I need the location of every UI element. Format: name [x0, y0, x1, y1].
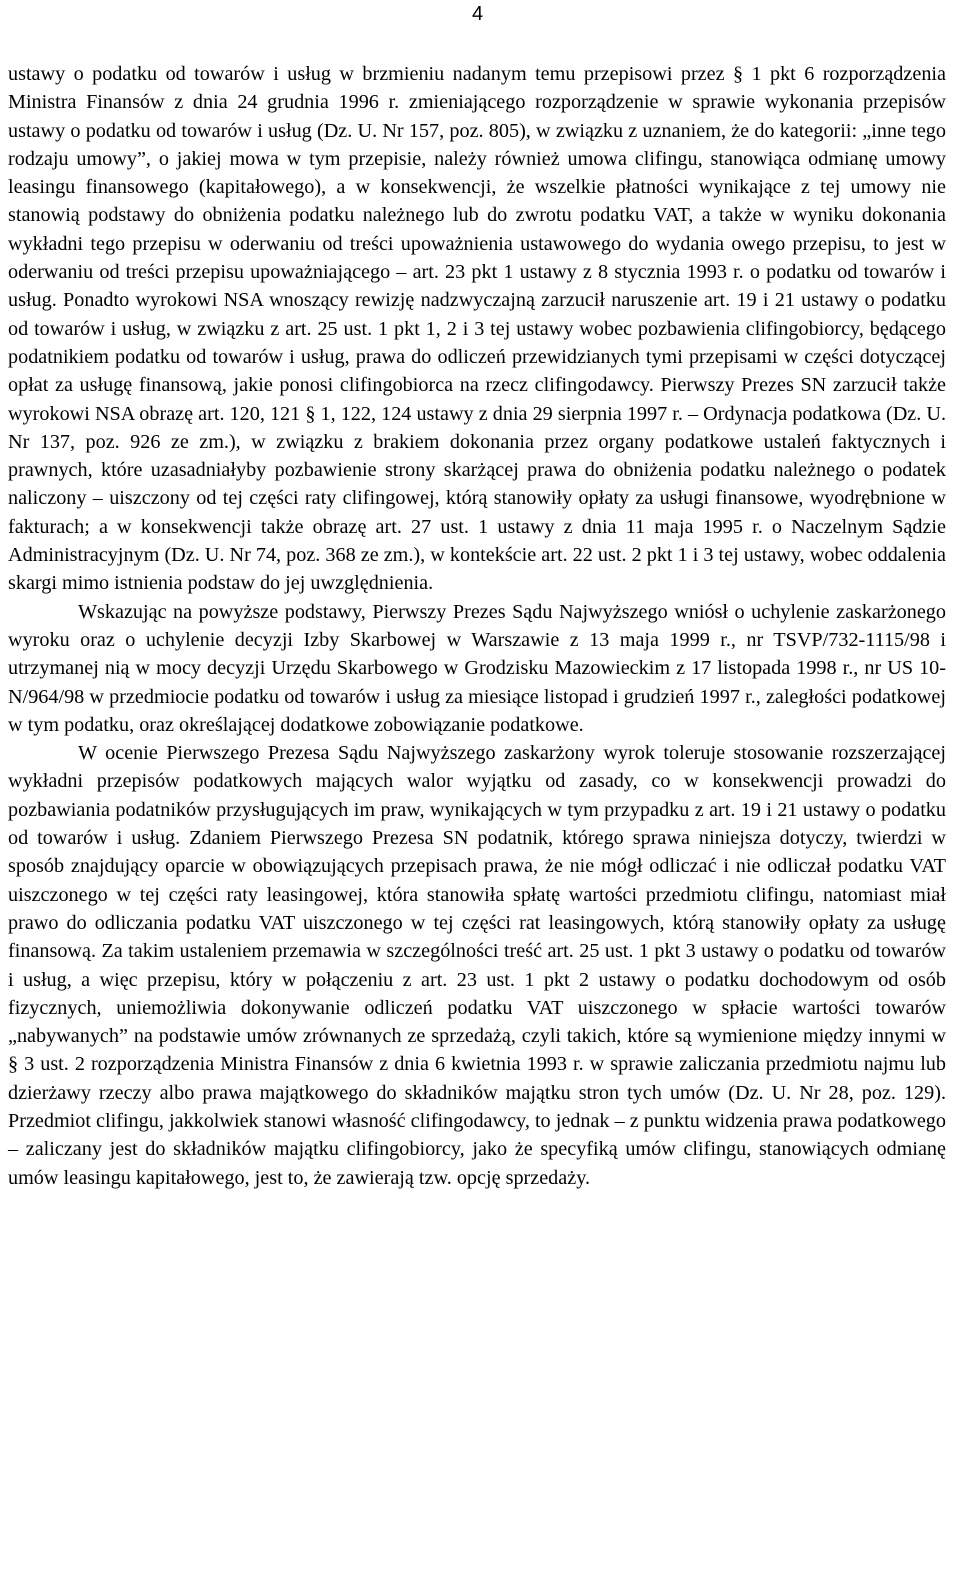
page-number: 4: [472, 3, 484, 25]
paragraph: Wskazując na powyższe podstawy, Pierwszy Prezes Sądu Najwyższego wniósł o uchylenie zaskarżonego wyroku oraz o uchylenie decyzji Izby Skarbowej w Warszawie z 13 maja 1999 r., nr TSVP/732-1115/98 i utrzymanej nią w mocy decyzji Urzędu Skarbowego w Grodzisku Mazowieckim z 17 listopada 1998 r., nr US 10-N/964/98 w przedmiocie podatku od towarów i usług za miesiące listopad i grudzień 1997 r., zaległości podatkowej w tym podatku, oraz określającej dodatkowe zobowiązanie podatkowe.: [8, 600, 946, 736]
document-body: [8, 60, 946, 1192]
paragraph: ustawy o podatku od towarów i usług w brzmieniu nadanym temu przepisowi przez § 1 pkt 6 rozporządzenia Ministra Finansów z dnia 24 grudnia 1996 r. zmieniającego rozporządzenie w sprawie wykonania przepisów ustawy o podatku od towarów i usług (Dz. U. Nr 157, poz. 805), w związku z uznaniem, że do kategorii: „inne tego rodzaju umowy”, o jakiej mowa w tym przepisie, należy również umowa clifingu, stanowiąca odmianę umowy leasingu finansowego (kapitałowego), a w konsekwencji, że wszelkie płatności wynikające z tej umowy nie stanowią podstawy do obniżenia podatku należnego lub do zwrotu podatku VAT, a także w wyniku dokonania wykładni tego przepisu w oderwaniu od treści upoważnienia ustawowego do wydania owego przepisu, to jest w oderwaniu od treści przepisu upoważniającego – art. 23 pkt 1 ustawy z 8 stycznia 1993 r. o podatku od towarów i usług. Ponadto wyrokowi NSA wnoszący rewizję nadzwyczajną zarzucił naruszenie art. 19 i 21 ustawy o podatku od towarów i usług, w związku z art. 25 ust. 1 pkt 1, 2 i 3 tej ustawy wobec pozbawienia clifingobiorcy, będącego podatnikiem podatku od towarów i usług, prawa do odliczeń przewidzianych tymi przepisami w części dotyczącej opłat za usługę finansową, jakie ponosi clifingobiorca na rzecz clifingodawcy. Pierwszy Prezes SN zarzucił także wyrokowi NSA obrazę art. 120, 121 § 1, 122, 124 ustawy z dnia 29 sierpnia 1997 r. – Ordynacja podatkowa (Dz. U. Nr 137, poz. 926 ze zm.), w związku z brakiem dokonania przez organy podatkowe ustaleń faktycznych i prawnych, które uzasadniałyby pozbawienie strony skarżącej prawa do obniżenia podatku należnego o podatek naliczony – uiszczony od tej części raty clifingowej, którą stanowiły opłaty za usługi finansowe, wyodrębnione w fakturach; a w konsekwencji także obrazę art. 27 ust. 1 ustawy z dnia 11 maja 1995 r. o Naczelnym Sądzie Administracyjnym (Dz. U. Nr 74, poz. 368 ze zm.), w kontekście art. 22 ust. 2 pkt 1 i 3 tej ustawy, wobec oddalenia skargi mimo istnienia podstaw do jej uwzględnienia.: [8, 63, 946, 595]
paragraph: W ocenie Pierwszego Prezesa Sądu Najwyższego zaskarżony wyrok toleruje stosowanie rozszerzającej wykładni przepisów podatkowych mających walor wyjątku od zasady, co w konsekwencji prowadzi do pozbawiania podatników przysługujących im praw, wynikających w tym przypadku z art. 19 i 21 ustawy o podatku od towarów i usług. Zdaniem Pierwszego Prezesa SN podatnik, którego sprawa niniejsza dotyczy, twierdzi w sposób znajdujący oparcie w obowiązujących przepisach prawa, że nie mógł odliczać i nie odliczał podatku VAT uiszczonego w tej części raty leasingowej, która stanowiła spłatę wartości przedmiotu clifingu, natomiast miał prawo do odliczania podatku VAT uiszczonego w tej części rat leasingowych, którą stanowiły opłaty za usługę finansową. Za takim ustaleniem przemawia w szczególności treść art. 25 ust. 1 pkt 3 ustawy o podatku od towarów i usług, a więc przepisu, który w połączeniu z art. 23 ust. 1 pkt 2 ustawy o podatku dochodowym od osób fizycznych, uniemożliwia dokonywanie odliczeń podatku VAT uiszczonego w spłacie wartości towarów „nabywanych” na podstawie umów zrównanych ze sprzedażą, czyli takich, które są wymienione między innymi w § 3 ust. 2 rozporządzenia Ministra Finansów z dnia 6 kwietnia 1993 r. w sprawie zaliczania przedmiotu najmu lub dzierżawy rzeczy albo prawa majątkowego do składników majątku stron tych umów (Dz. U. Nr 28, poz. 129). Przedmiot clifingu, jakkolwiek stanowi własność clifingodawcy, to jednak – z punktu widzenia prawa podatkowego – zaliczany jest do składników majątku clifingobiorcy, jako że specyfiką umów clifingu, stanowiących odmianę umów leasingu kapitałowego, jest to, że zawierają tzw. opcję sprzedaży.: [8, 742, 946, 1189]
